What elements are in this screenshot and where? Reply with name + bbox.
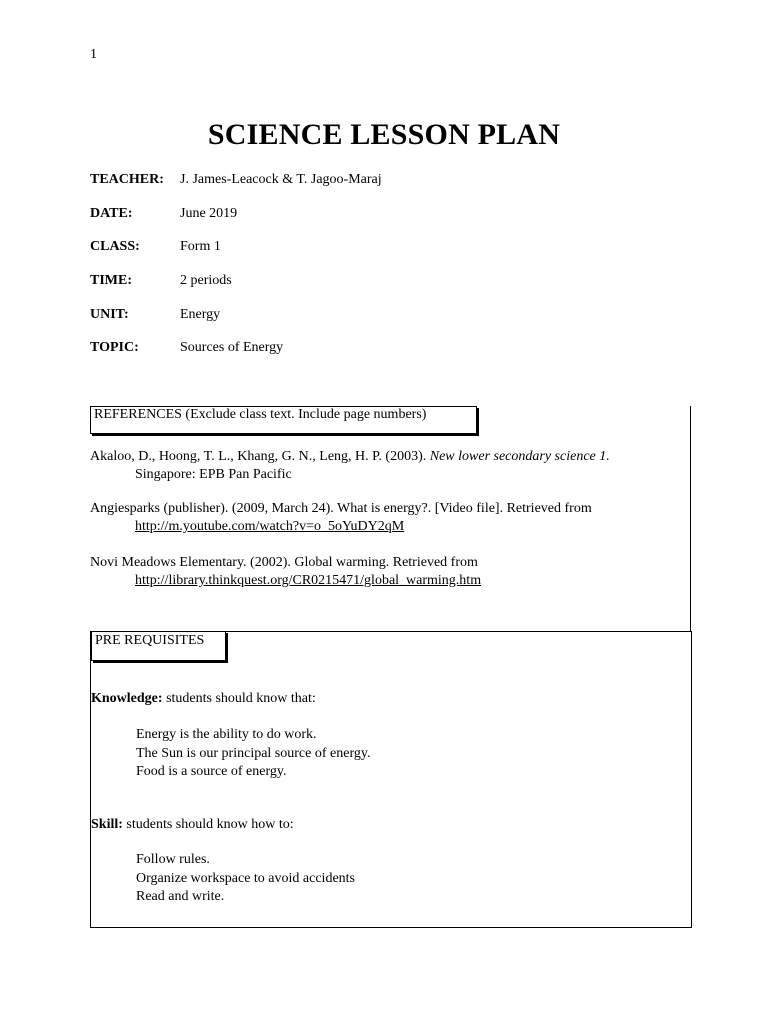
unit-label: UNIT: [90,307,129,322]
unit-value: Energy [180,307,221,322]
reference-2 [90,500,592,536]
skill-line [91,817,294,833]
list-item: Food is a source of energy. [136,764,287,779]
knowledge-list [136,726,370,782]
reference-3-text: Novi Meadows Elementary. (2002). Global warming. Retrieved from [90,555,478,570]
time-label: TIME: [90,273,132,288]
class-label: CLASS: [90,239,140,254]
reference-1-title: New lower secondary science 1. [429,449,610,464]
list-item: Follow rules. [136,852,210,867]
skill-label: Skill: [91,817,123,832]
list-item: Energy is the ability to do work. [136,727,317,742]
reference-2-link[interactable]: http://m.youtube.com/watch?v=o_5oYuDY2qM [135,519,405,534]
skill-list [136,851,355,907]
topic-label: TOPIC: [90,340,139,355]
skill-intro: students should know how to: [122,817,294,832]
knowledge-line [91,691,316,707]
references-section [90,406,691,632]
date-value: June 2019 [180,206,238,221]
teacher-value: J. James-Leacock & T. Jagoo-Maraj [180,172,382,187]
reference-3-link[interactable]: http://library.thinkquest.org/CR0215471/global_warming.htm [135,573,482,588]
list-item: Read and write. [136,889,225,904]
prerequisites-heading: PRE REQUISITES [91,631,226,661]
teacher-label: TEACHER: [90,172,164,187]
reference-3 [90,554,481,590]
list-item: Organize workspace to avoid accidents [136,870,355,886]
topic-value: Sources of Energy [180,340,284,355]
class-value: Form 1 [180,239,221,254]
page-title: SCIENCE LESSON PLAN [207,118,561,151]
reference-2-text: Angiesparks (publisher). (2009, March 24). What is energy?. [Video file]. Retrieved from [90,501,592,516]
reference-1-authors: Akaloo, D., Hoong, T. L., Khang, G. N., Leng, H. P. (2003). [90,449,430,464]
reference-1 [90,448,610,484]
knowledge-intro: students should know that: [162,691,316,706]
time-value: 2 periods [180,273,232,288]
reference-1-publisher: Singapore: EPB Pan Pacific [135,467,292,482]
list-item: The Sun is our principal source of energy. [136,745,371,761]
page-number: 1 [90,47,97,62]
date-label: DATE: [90,206,133,221]
prerequisites-section [90,631,692,928]
knowledge-label: Knowledge: [91,691,163,706]
references-heading: REFERENCES (Exclude class text. Include page numbers) [90,406,477,434]
